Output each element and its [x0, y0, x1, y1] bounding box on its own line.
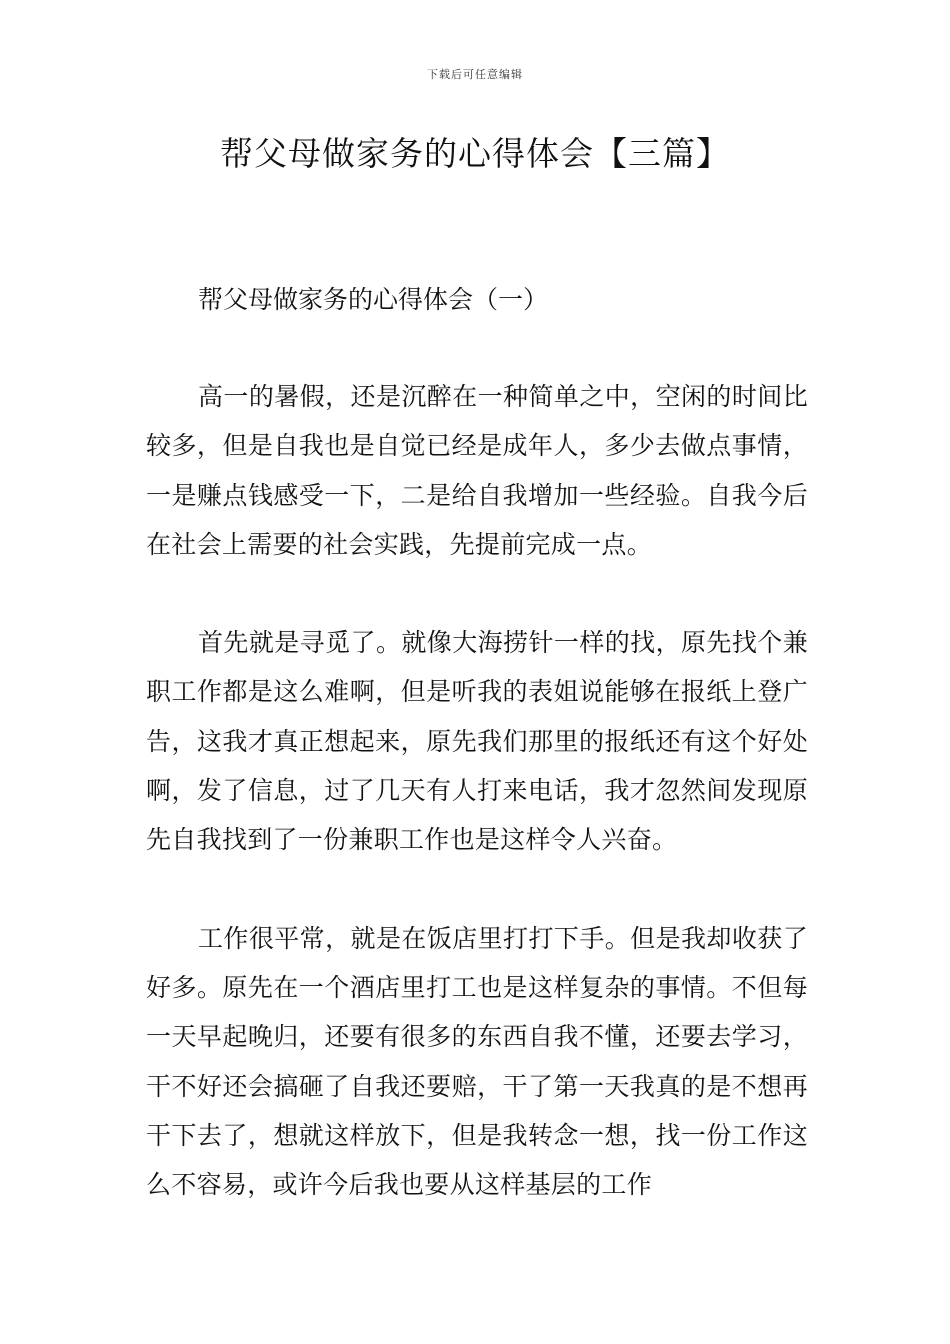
paragraph-3: 工作很平常，就是在饭店里打打下手。但是我却收获了好多。原先在一个酒店里打工也是这样复杂的事情。不但每一天早起晚归，还要有很多的东西自我不懂，还要去学习，干不好还会搞砸了自我还要赔，干了第一天我真的是不想再干下去了，想就这样放下，但是我转念一想，找一份工作这么不容易，或许今后我也要从这样基层的工作	[146, 923, 808, 1200]
section-heading: 帮父母做家务的心得体会（一）	[198, 285, 549, 314]
header-note: 下载后可任意编辑	[427, 68, 523, 81]
paragraph-2: 首先就是寻觅了。就像大海捞针一样的找，原先找个兼职工作都是这么难啊，但是听我的表姐说能够在报纸上登广告，这我才真正想起来，原先我们那里的报纸还有这个好处啊，发了信息，过了几天有人打来电话，我才忽然间发现原先自我找到了一份兼职工作也是这样令人兴奋。	[146, 628, 808, 855]
paragraph-1: 高一的暑假，还是沉醉在一种简单之中，空闲的时间比较多，但是自我也是自觉已经是成年人，多少去做点事情，一是赚点钱感受一下，二是给自我增加一些经验。自我今后在社会上需要的社会实践，先提前完成一点。	[146, 382, 808, 559]
document-body	[146, 280, 808, 1209]
document-title: 帮父母做家务的心得体会【三篇】	[220, 134, 730, 173]
